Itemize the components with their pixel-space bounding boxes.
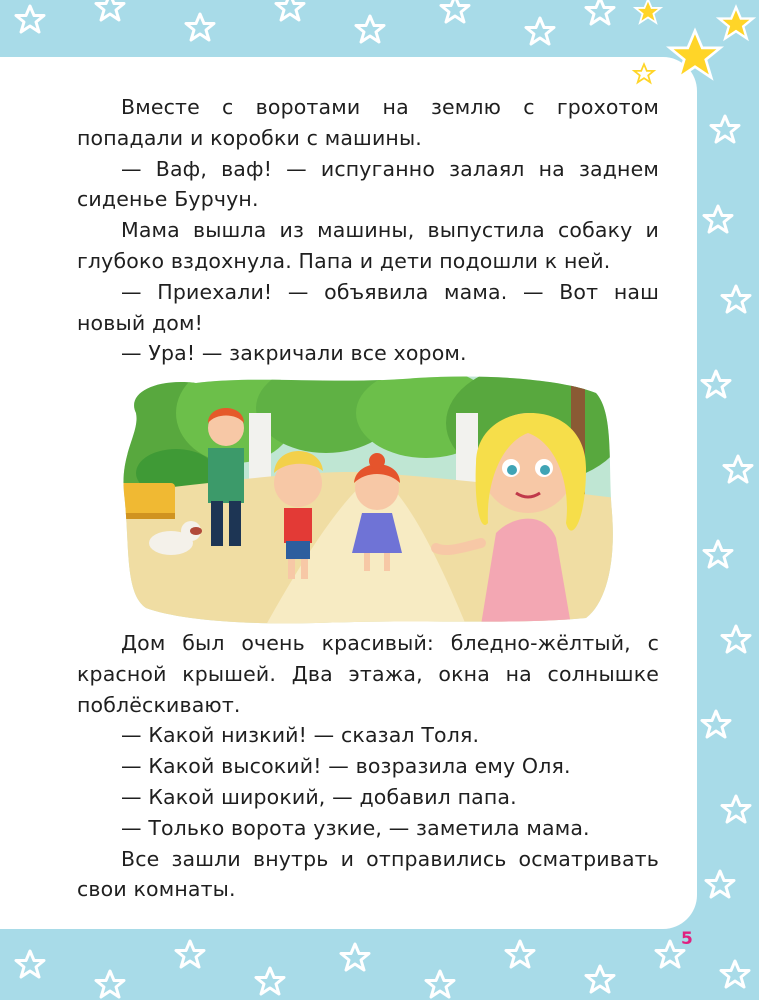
story-illustration [116,373,616,625]
gold-star-icon [620,0,759,95]
page-number: 5 [681,929,693,949]
paragraph: — Ваф, ваф! — испуганно залаял на заднем сиденье Бурчун. [77,156,659,212]
paragraph: — Какой низкий! — сказал Толя. [121,723,480,748]
paragraph: Вместе с воротами на землю с грохотом попадали и коробки с машины. [77,95,659,150]
paragraph: — Какой высокий! — возразила ему Оля. [121,754,571,779]
paragraph: Мама вышла из машины, выпустила собаку и глубоко вздохнула. Папа и дети подошли к ней. [77,218,659,273]
paragraph: Дом был очень красивый: бледно-жёлтый, с красной крышей. Два этажа, окна на солнышке поблёскивают. [77,631,659,717]
story-text-top [77,92,659,369]
story-text-bottom [77,628,659,905]
paragraph: — Только ворота узкие, — заметила мама. [121,815,590,840]
paragraph: Все зашли внутрь и отправились осматривать свои комнаты. [77,846,659,902]
paragraph: — Приехали! — объявила мама. — Вот наш новый дом! [77,279,659,335]
paragraph: — Какой широкий, — добавил папа. [121,784,517,809]
paragraph: — Ура! — закричали все хором. [121,341,467,366]
